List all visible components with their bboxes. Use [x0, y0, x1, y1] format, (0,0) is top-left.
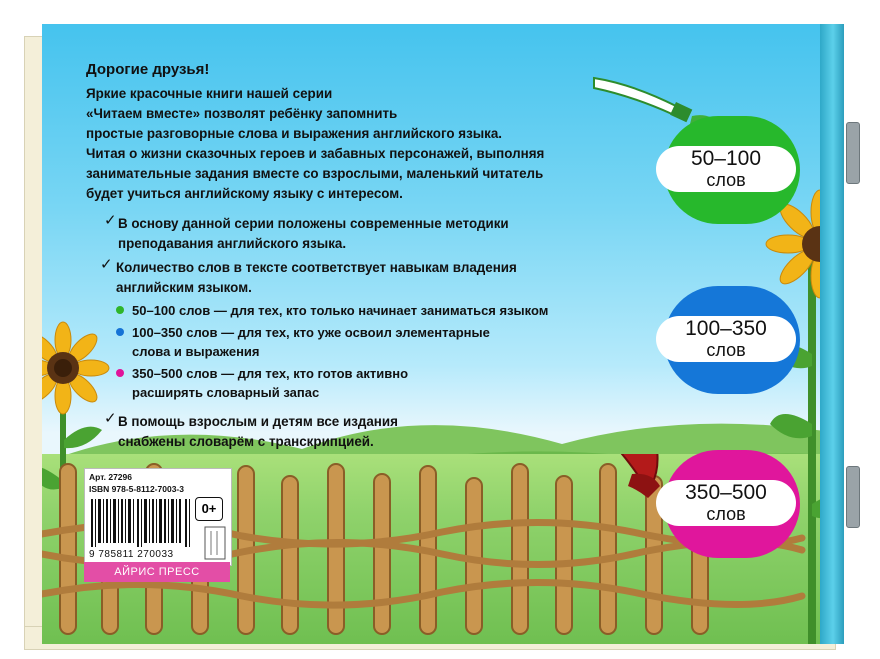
level-line: 50–100 слов — для тех, кто только начинает заниматься языком — [132, 303, 549, 318]
badge-label — [656, 480, 796, 526]
intro-line: будет учиться английскому языку с интересом. — [86, 186, 403, 201]
intro-line: Яркие красочные книги нашей серии — [86, 86, 333, 101]
intro-line: «Читаем вместе» позволят ребёнку запомнить — [86, 106, 398, 121]
badge-350-500 — [664, 450, 800, 558]
check-item — [118, 214, 558, 254]
check-item — [118, 412, 558, 452]
intro-line: Читая о жизни сказочных героев и забавных персонажей, выполняя — [86, 146, 545, 161]
greeting-heading: Дорогие друзья! — [86, 61, 210, 78]
intro-line: простые разговорные слова и выражения английского языка. — [86, 126, 503, 141]
badge-unit: слов — [706, 504, 746, 524]
level-item — [132, 301, 548, 320]
article-number: Арт. 27296 — [89, 472, 132, 482]
publisher-logo: АЙРИС ПРЕСС — [84, 562, 230, 582]
barcode-icon — [91, 499, 191, 549]
intro-paragraph — [86, 84, 606, 204]
level-line: расширять словарный запас — [132, 385, 320, 400]
check-line: В помощь взрослым и детям все издания — [118, 414, 398, 429]
level-line: 100–350 слов — для тех, кто уже освоил элементарные — [132, 325, 490, 340]
badge-100-350 — [664, 286, 800, 394]
check-line: английским языком. — [116, 280, 252, 295]
book-spine — [820, 24, 844, 644]
check-item — [116, 258, 556, 298]
level-item — [132, 364, 408, 402]
intro-line: занимательные задания вместе со взрослыми, маленький читатель — [86, 166, 544, 181]
level-dot-pink — [116, 369, 124, 377]
isbn-number: ISBN 978-5-8112-7003-3 — [89, 484, 184, 494]
check-mark-icon: ✓ — [104, 212, 117, 229]
badge-unit: слов — [706, 340, 746, 360]
level-dot-blue — [116, 328, 124, 336]
stamp-icon — [203, 525, 227, 561]
badge-label — [656, 146, 796, 192]
level-item — [132, 323, 490, 361]
barcode-digits: 9 785811 270033 — [89, 549, 174, 560]
badge-number: 50–100 — [690, 147, 762, 170]
check-line: снабжены словарём с транскрипцией. — [118, 434, 374, 449]
badge-label — [656, 316, 796, 362]
age-rating-badge: 0+ — [195, 497, 223, 521]
level-line: слова и выражения — [132, 344, 260, 359]
badge-unit: слов — [706, 170, 746, 190]
check-mark-icon: ✓ — [104, 410, 117, 427]
spine-clip-bottom — [846, 466, 860, 528]
badge-number: 350–500 — [685, 481, 767, 504]
check-mark-icon: ✓ — [100, 256, 113, 273]
barcode-panel — [84, 468, 232, 566]
check-line: Количество слов в тексте соответствует навыкам владения — [116, 260, 517, 275]
level-dot-green — [116, 306, 124, 314]
spine-clip-top — [846, 122, 860, 184]
badge-50-100 — [664, 116, 800, 224]
badge-number: 100–350 — [685, 317, 767, 340]
check-line: преподавания английского языка. — [118, 236, 347, 251]
level-line: 350–500 слов — для тех, кто готов активно — [132, 366, 409, 381]
check-line: В основу данной серии положены современные методики — [118, 216, 509, 231]
